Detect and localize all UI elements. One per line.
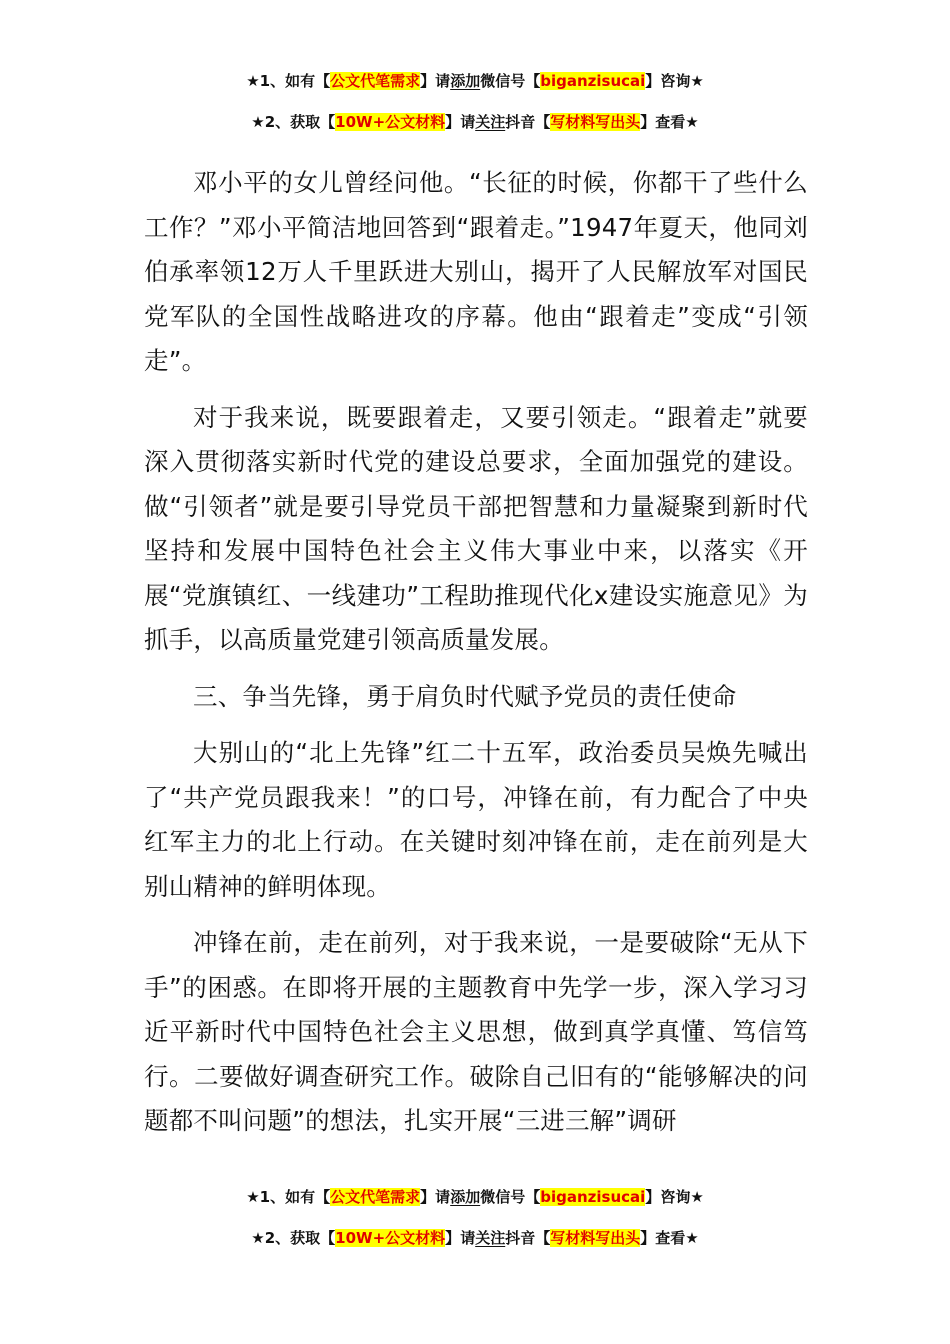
body-paragraph: 冲锋在前，走在前列，对于我来说，一是要破除“无从下手”的困惑。在即将开展的主题教育中先学一步，深入学习习近平新时代中国特色社会主义思想，做到真学真懂、笃信笃行。二要做好调查研究工作。破除自己旧有的“能够解决的问题都不叫问题”的想法，扎实开展“三进三解”调研 <box>144 928 808 1135</box>
banner-bracket: 【 <box>535 113 551 131</box>
banner-bracket: 【 <box>320 1229 336 1247</box>
banner-text: 微信号 <box>480 72 526 90</box>
body-paragraph: 对于我来说，既要跟着走，又要引领走。“跟着走”就要深入贯彻落实新时代党的建设总要求，全面加强党的建设。做“引领者”就是要引导党员干部把智慧和力量凝聚到新时代坚持和发展中国特色社会主义伟大事业中来，以落实《开展“党旗镇红、一线建功”工程助推现代化x建设实施意见》为抓手，以高质量党建引领高质量发展。 <box>144 402 808 654</box>
banner-tail: 查看★ <box>655 113 699 131</box>
banner-bracket: 【 <box>315 1188 331 1206</box>
banner-underlined-text: 关注 <box>475 1229 506 1247</box>
bottom-banner-line-2 <box>0 1227 950 1249</box>
banner-bracket: 【 <box>525 72 541 90</box>
banner-highlight-service: 公文代笔需求 <box>330 1188 421 1206</box>
banner-bracket: 】 <box>420 72 436 90</box>
banner-bracket: 【 <box>315 72 331 90</box>
banner-highlight-douyin: 写材料写出头 <box>550 113 641 131</box>
banner-text: 微信号 <box>480 1188 526 1206</box>
body-paragraph: 大别山的“北上先锋”红二十五军，政治委员吴焕先喊出了“共产党员跟我来！”的口号，冲锋在前，有力配合了中央红军主力的北上行动。在关键时刻冲锋在前，走在前列是大别山精神的鲜明体现。 <box>144 738 808 901</box>
top-banner-line-2 <box>0 111 950 133</box>
banner-lead: ★1、如有 <box>246 1188 316 1206</box>
banner-highlight-materials: 10W+公文材料 <box>335 113 446 131</box>
banner-bracket: 】 <box>645 1188 661 1206</box>
banner-tail: 咨询★ <box>660 72 704 90</box>
banner-bracket: 【 <box>525 1188 541 1206</box>
bottom-banner-line-1 <box>0 1186 950 1208</box>
banner-lead: ★1、如有 <box>246 72 316 90</box>
document-body <box>144 161 808 1156</box>
banner-text: 请 <box>460 113 476 131</box>
banner-bracket: 】 <box>640 113 656 131</box>
banner-bracket: 【 <box>320 113 336 131</box>
banner-highlight-materials: 10W+公文材料 <box>335 1229 446 1247</box>
banner-highlight-wechat-id: biganzisucai <box>540 72 646 90</box>
banner-highlight-douyin: 写材料写出头 <box>550 1229 641 1247</box>
banner-bracket: 】 <box>445 113 461 131</box>
top-banner-line-1 <box>0 70 950 92</box>
banner-highlight-wechat-id: biganzisucai <box>540 1188 646 1206</box>
banner-lead: ★2、获取 <box>251 113 321 131</box>
banner-lead: ★2、获取 <box>251 1229 321 1247</box>
body-paragraph: 邓小平的女儿曾经问他。“长征的时候，你都干了些什么工作？”邓小平简洁地回答到“跟着走。”1947年夏天，他同刘伯承率领12万人千里跃进大别山，揭开了人民解放军对国民党军队的全国性战略进攻的序幕。他由“跟着走”变成“引领走”。 <box>144 168 808 375</box>
banner-underlined-text: 关注 <box>475 113 506 131</box>
banner-bracket: 】 <box>645 72 661 90</box>
banner-highlight-service: 公文代笔需求 <box>330 72 421 90</box>
banner-bracket: 【 <box>535 1229 551 1247</box>
banner-text: 请 <box>435 72 451 90</box>
banner-bracket: 】 <box>640 1229 656 1247</box>
section-heading: 三、争当先锋，勇于肩负时代赋予党员的责任使命 <box>193 681 737 711</box>
banner-text: 请 <box>435 1188 451 1206</box>
banner-text: 请 <box>460 1229 476 1247</box>
banner-underlined-text: 添加 <box>450 1188 481 1206</box>
banner-bracket: 】 <box>445 1229 461 1247</box>
banner-bracket: 】 <box>420 1188 436 1206</box>
banner-text: 抖音 <box>505 1229 536 1247</box>
banner-tail: 咨询★ <box>660 1188 704 1206</box>
banner-text: 抖音 <box>505 113 536 131</box>
banner-tail: 查看★ <box>655 1229 699 1247</box>
banner-underlined-text: 添加 <box>450 72 481 90</box>
